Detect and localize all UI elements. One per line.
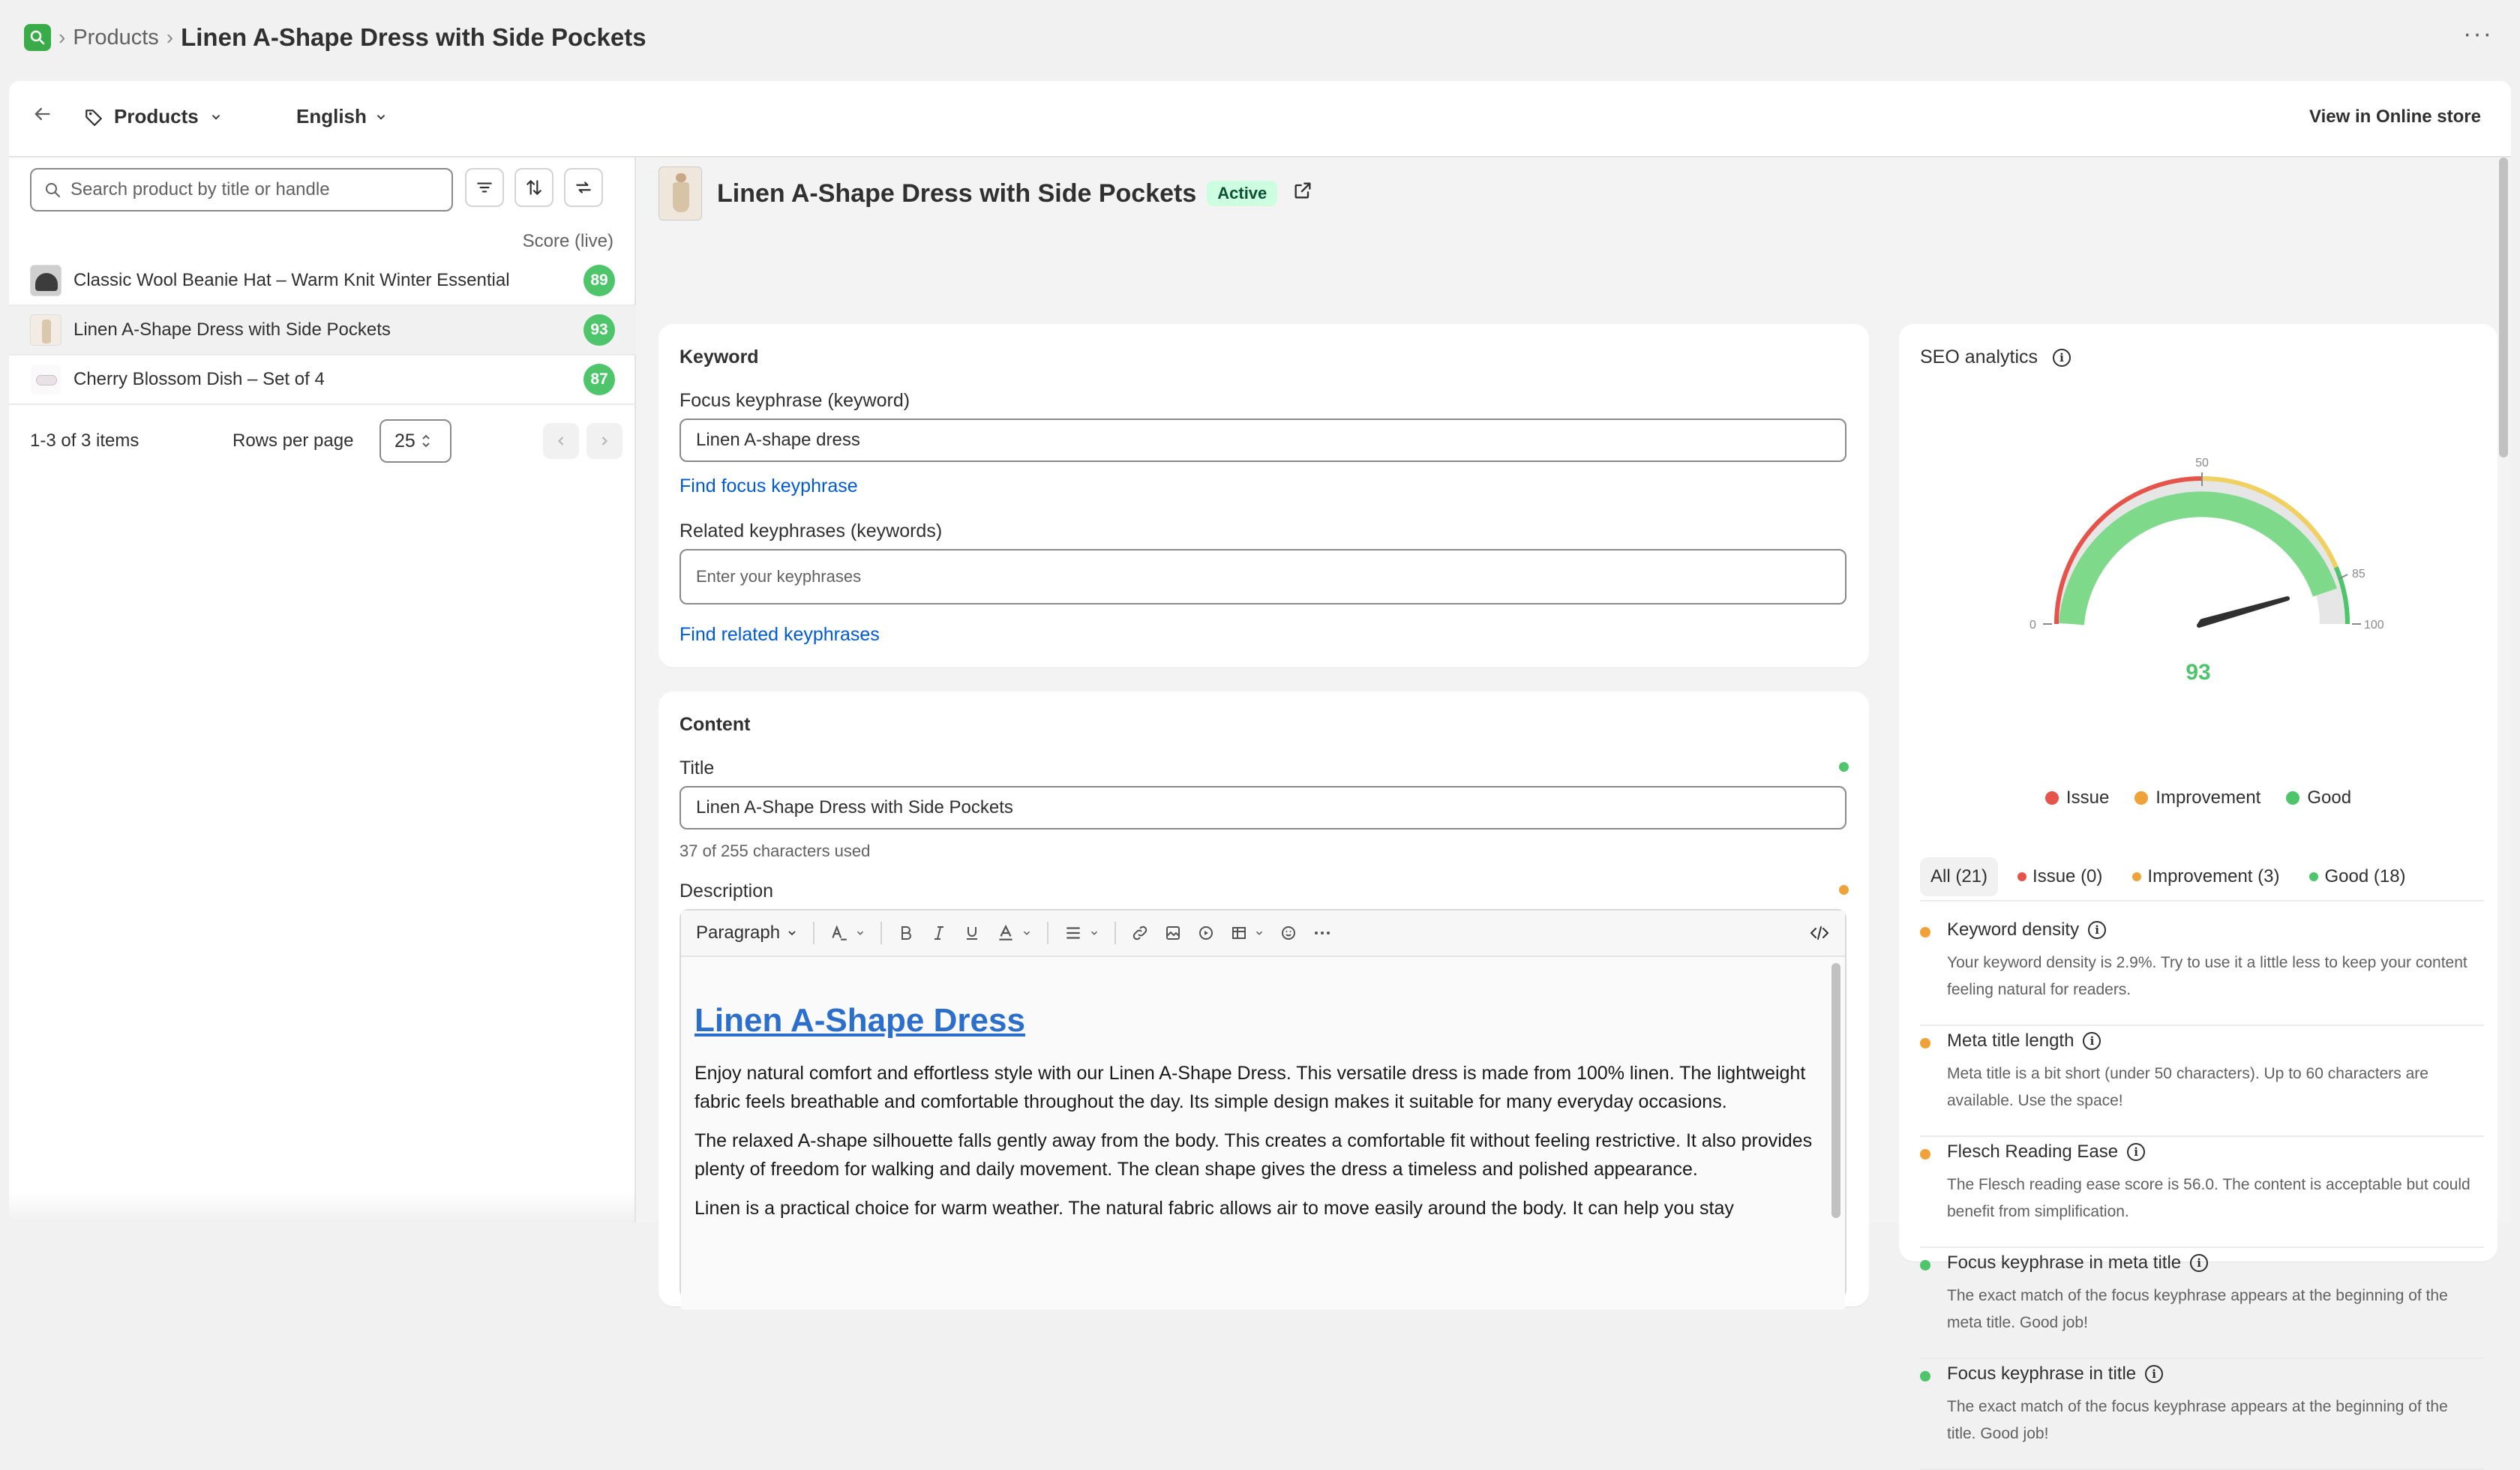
chevron-down-icon xyxy=(1022,928,1032,938)
description-label: Description xyxy=(680,880,774,902)
back-arrow-icon[interactable] xyxy=(32,104,52,130)
select-arrows-icon xyxy=(420,432,432,450)
editor-content[interactable] xyxy=(681,957,1845,1310)
rows-per-page-label: Rows per page xyxy=(232,430,354,451)
table-button[interactable] xyxy=(1230,924,1264,942)
more-tools-button[interactable] xyxy=(1312,924,1332,942)
emoji-button[interactable] xyxy=(1280,924,1298,942)
product-title-heading: Linen A-Shape Dress with Side Pockets xyxy=(717,178,1197,208)
emoji-icon xyxy=(1280,924,1298,942)
sidebar-fade xyxy=(9,1192,636,1222)
seo-analytics-header xyxy=(1920,346,2071,368)
previous-page-button[interactable] xyxy=(543,423,579,459)
seo-check-title-text: Focus keyphrase in title xyxy=(1947,1364,2137,1384)
seo-check-item xyxy=(1920,1360,2484,1470)
seo-check-title-text: Keyword density xyxy=(1947,920,2080,940)
seo-check-item xyxy=(1920,1250,2484,1359)
filter-icon xyxy=(475,178,494,197)
product-header xyxy=(658,166,1313,220)
text-color-button[interactable] xyxy=(996,923,1032,943)
text-color-icon xyxy=(996,923,1016,943)
link-button[interactable] xyxy=(1131,924,1149,942)
related-keyphrases-input[interactable] xyxy=(680,549,1846,604)
info-icon[interactable]: i xyxy=(2053,349,2071,367)
editor-toolbar xyxy=(681,910,1845,957)
score-badge: 89 xyxy=(584,265,615,296)
issue-dot-icon xyxy=(2045,791,2059,805)
product-thumbnail xyxy=(30,314,62,346)
seo-check-title-text: Meta title length xyxy=(1947,1030,2074,1051)
paragraph-format-select[interactable] xyxy=(696,922,798,944)
description-status-dot xyxy=(1839,885,1849,895)
italic-button[interactable] xyxy=(930,924,948,942)
gauge-label-85: 85 xyxy=(2352,568,2366,580)
toolbar-divider xyxy=(1047,922,1048,944)
chevron-left-icon xyxy=(554,434,568,448)
font-size-button[interactable] xyxy=(830,923,866,943)
search-placeholder: Search product by title or handle xyxy=(70,179,330,200)
related-keyphrases-label: Related keyphrases (keywords) xyxy=(680,520,943,542)
score-badge: 93 xyxy=(584,314,615,346)
seo-check-description: The exact match of the focus keyphrase appears at the beginning of the meta title. Good job! xyxy=(1947,1287,2448,1331)
keyword-card xyxy=(658,324,1869,668)
product-row[interactable] xyxy=(9,306,636,356)
editor-paragraph: Linen is a practical choice for warm weather. The natural fabric allows air to move easily around the body. It can help you stay xyxy=(694,1198,1734,1219)
related-keyphrases-placeholder: Enter your keyphrases xyxy=(696,567,862,586)
breadcrumb-separator: › xyxy=(58,26,66,49)
tab-good[interactable] xyxy=(2299,857,2416,896)
main-panel xyxy=(9,81,2511,1442)
page-title: Linen A-Shape Dress with Side Pockets xyxy=(181,23,646,51)
sort-button[interactable] xyxy=(514,168,554,207)
tab-all[interactable] xyxy=(1920,857,1998,896)
tab-improvement[interactable] xyxy=(2122,857,2290,896)
seo-check-title xyxy=(1947,1364,2163,1384)
product-title: Cherry Blossom Dish – Set of 4 xyxy=(74,369,325,389)
filter-button[interactable] xyxy=(465,168,504,207)
seo-check-item xyxy=(1920,1138,2484,1248)
status-badge: Active xyxy=(1207,181,1277,206)
product-title: Classic Wool Beanie Hat – Warm Knit Winter Essential xyxy=(74,270,510,290)
search-input[interactable] xyxy=(30,168,453,212)
paragraph-format-label: Paragraph xyxy=(696,922,781,943)
title-input-value: Linen A-Shape Dress with Side Pockets xyxy=(696,797,1013,818)
image-icon xyxy=(1164,924,1182,942)
more-actions-button[interactable]: ··· xyxy=(2463,20,2493,48)
underline-button[interactable] xyxy=(963,924,981,942)
table-icon xyxy=(1230,924,1248,942)
toolbar-divider xyxy=(1114,922,1116,944)
seo-check-description: Meta title is a bit short (under 50 characters). Up to 60 characters are available. Use the space! xyxy=(1947,1065,2428,1109)
external-link-icon[interactable] xyxy=(1292,180,1313,207)
tab-all-label: All (21) xyxy=(1930,866,1988,886)
improvement-dot-icon xyxy=(1920,1149,1930,1160)
seo-check-title-text: Focus keyphrase in meta title xyxy=(1947,1252,2182,1273)
title-input[interactable] xyxy=(680,786,1846,830)
more-horizontal-icon xyxy=(1312,924,1332,942)
gauge-label-50: 50 xyxy=(2195,457,2209,470)
seo-score-gauge xyxy=(2022,384,2382,632)
pagination xyxy=(30,418,615,464)
tag-icon xyxy=(84,107,104,127)
seo-check-item xyxy=(1920,916,2484,1026)
find-related-keyphrases-link[interactable]: Find related keyphrases xyxy=(680,624,880,645)
product-row[interactable] xyxy=(9,356,636,405)
editor-heading: Linen A-Shape Dress xyxy=(694,1002,1025,1039)
sub-toolbar xyxy=(9,81,2511,158)
rows-per-page-select[interactable] xyxy=(380,419,452,463)
tab-issue[interactable] xyxy=(2007,857,2113,896)
legend-good xyxy=(2286,788,2351,808)
seo-filter-tabs xyxy=(1920,854,2484,902)
chevron-down-icon xyxy=(1089,928,1100,938)
code-view-button[interactable] xyxy=(1809,924,1830,942)
product-thumbnail xyxy=(30,265,62,296)
image-button[interactable] xyxy=(1164,924,1182,942)
score-column-header: Score (live) xyxy=(522,231,614,251)
seo-check-description: The exact match of the focus keyphrase appears at the beginning of the title. Good job! xyxy=(1947,1398,2448,1442)
underline-icon xyxy=(963,924,981,942)
sort-icon xyxy=(524,178,544,197)
focus-keyphrase-label: Focus keyphrase (keyword) xyxy=(680,390,910,411)
align-left-icon xyxy=(1064,923,1083,943)
seo-analytics-card xyxy=(1899,324,2498,1442)
chevron-down-icon xyxy=(1254,928,1264,938)
breadcrumb-separator: › xyxy=(166,26,174,49)
content-card-title: Content xyxy=(680,714,751,735)
title-label: Title xyxy=(680,758,715,778)
language-label: English xyxy=(296,105,367,128)
focus-keyphrase-value: Linen A-shape dress xyxy=(696,430,860,450)
seo-check-description: Your keyword density is 2.9%. Try to use it a little less to keep your content feeling natural for readers. xyxy=(1947,954,2468,998)
info-icon[interactable]: i xyxy=(2088,921,2106,939)
toolbar-divider xyxy=(813,922,814,944)
app-logo-icon[interactable] xyxy=(24,24,51,51)
legend-good-label: Good xyxy=(2307,788,2352,808)
italic-icon xyxy=(930,924,948,942)
play-icon xyxy=(1197,924,1215,942)
tab-issue-label: Issue (0) xyxy=(2032,866,2103,886)
refresh-button[interactable] xyxy=(564,168,603,207)
chevron-right-icon xyxy=(597,434,612,448)
description-editor xyxy=(680,909,1846,1299)
keyword-card-title: Keyword xyxy=(680,346,759,368)
editor-paragraph: Enjoy natural comfort and effortless style with our Linen A-Shape Dress. This versatile dress is made from 100% linen. The lightweight fabric feels breathable and comfortable throughout the day. Its simple design makes it suitable for many everyday occasions. xyxy=(694,1063,1806,1112)
view-online-store-button[interactable]: View in Online store xyxy=(2309,106,2481,127)
resource-type-label: Products xyxy=(114,105,199,128)
product-sidebar xyxy=(9,158,636,1222)
title-status-dot xyxy=(1839,762,1849,772)
link-icon xyxy=(1131,924,1149,942)
legend-improvement-label: Improvement xyxy=(2156,788,2261,808)
product-editor xyxy=(636,158,2511,1442)
rows-per-page-value: 25 xyxy=(394,430,416,452)
text-size-icon xyxy=(830,923,849,943)
score-badge: 87 xyxy=(584,364,615,395)
seo-check-title xyxy=(1947,1030,2101,1052)
product-thumbnail xyxy=(30,364,62,395)
next-page-button[interactable] xyxy=(586,423,622,459)
code-icon xyxy=(1809,924,1830,942)
info-icon[interactable]: i xyxy=(2083,1032,2101,1050)
gauge-legend xyxy=(1899,788,2498,808)
product-row[interactable] xyxy=(9,256,636,306)
improvement-dot-icon xyxy=(2134,791,2148,805)
legend-issue xyxy=(2045,788,2109,808)
seo-score-value: 93 xyxy=(2186,660,2211,685)
legend-improvement xyxy=(2134,788,2260,808)
seo-check-title xyxy=(1947,920,2106,940)
bold-icon xyxy=(897,924,915,942)
seo-check-description: The Flesch reading ease score is 56.0. The content is acceptable but could benefit from simplification. xyxy=(1947,1176,2470,1220)
seo-check-item xyxy=(1920,1028,2484,1137)
seo-check-title xyxy=(1947,1252,2208,1274)
resource-type-select[interactable] xyxy=(84,105,223,128)
language-select[interactable] xyxy=(296,105,388,128)
refresh-icon xyxy=(574,178,593,197)
improvement-dot-icon xyxy=(1920,927,1930,938)
chevron-down-icon xyxy=(374,110,388,124)
find-focus-keyphrase-link[interactable]: Find focus keyphrase xyxy=(680,476,858,496)
top-bar xyxy=(0,0,2520,75)
bold-button[interactable] xyxy=(897,924,915,942)
issue-dot-icon xyxy=(2018,872,2026,881)
info-icon[interactable]: i xyxy=(2145,1365,2163,1383)
seo-check-title-text: Flesch Reading Ease xyxy=(1947,1142,2119,1162)
toolbar-divider xyxy=(880,922,882,944)
good-dot-icon xyxy=(2309,872,2318,881)
breadcrumb-products-link[interactable]: Products xyxy=(73,25,159,50)
product-title: Linen A-Shape Dress with Side Pockets xyxy=(74,320,391,340)
chevron-down-icon xyxy=(786,927,798,939)
info-icon[interactable]: i xyxy=(2127,1143,2145,1161)
main-scrollbar[interactable] xyxy=(2499,158,2508,458)
chevron-down-icon xyxy=(855,928,866,938)
video-button[interactable] xyxy=(1197,924,1215,942)
content-card xyxy=(658,692,1869,1306)
chevron-down-icon xyxy=(209,110,223,124)
improvement-dot-icon xyxy=(2132,872,2141,881)
seo-check-title xyxy=(1947,1142,2145,1162)
gauge-label-0: 0 xyxy=(2030,619,2036,632)
tab-good-label: Good (18) xyxy=(2324,866,2406,886)
good-dot-icon xyxy=(1920,1371,1930,1382)
gauge-label-100: 100 xyxy=(2364,619,2384,632)
title-character-count: 37 of 255 characters used xyxy=(680,842,871,860)
pagination-count: 1-3 of 3 items xyxy=(30,430,140,451)
info-icon[interactable]: i xyxy=(2190,1254,2208,1272)
search-icon xyxy=(44,181,62,199)
legend-issue-label: Issue xyxy=(2066,788,2110,808)
align-button[interactable] xyxy=(1064,923,1100,943)
product-image xyxy=(658,166,702,220)
improvement-dot-icon xyxy=(1920,1038,1930,1048)
good-dot-icon xyxy=(2286,791,2300,805)
focus-keyphrase-input[interactable] xyxy=(680,418,1846,462)
editor-paragraph: The relaxed A-shape silhouette falls gently away from the body. This creates a comfortable fit without feeling restrictive. It also provides plenty of freedom for walking and daily movement. The clean shape gives the dress a timeless and polished appearance. xyxy=(694,1130,1813,1180)
editor-scrollbar[interactable] xyxy=(1832,963,1840,1218)
seo-analytics-title: SEO analytics xyxy=(1920,346,2038,368)
good-dot-icon xyxy=(1920,1260,1930,1270)
tab-improvement-label: Improvement (3) xyxy=(2147,866,2280,886)
